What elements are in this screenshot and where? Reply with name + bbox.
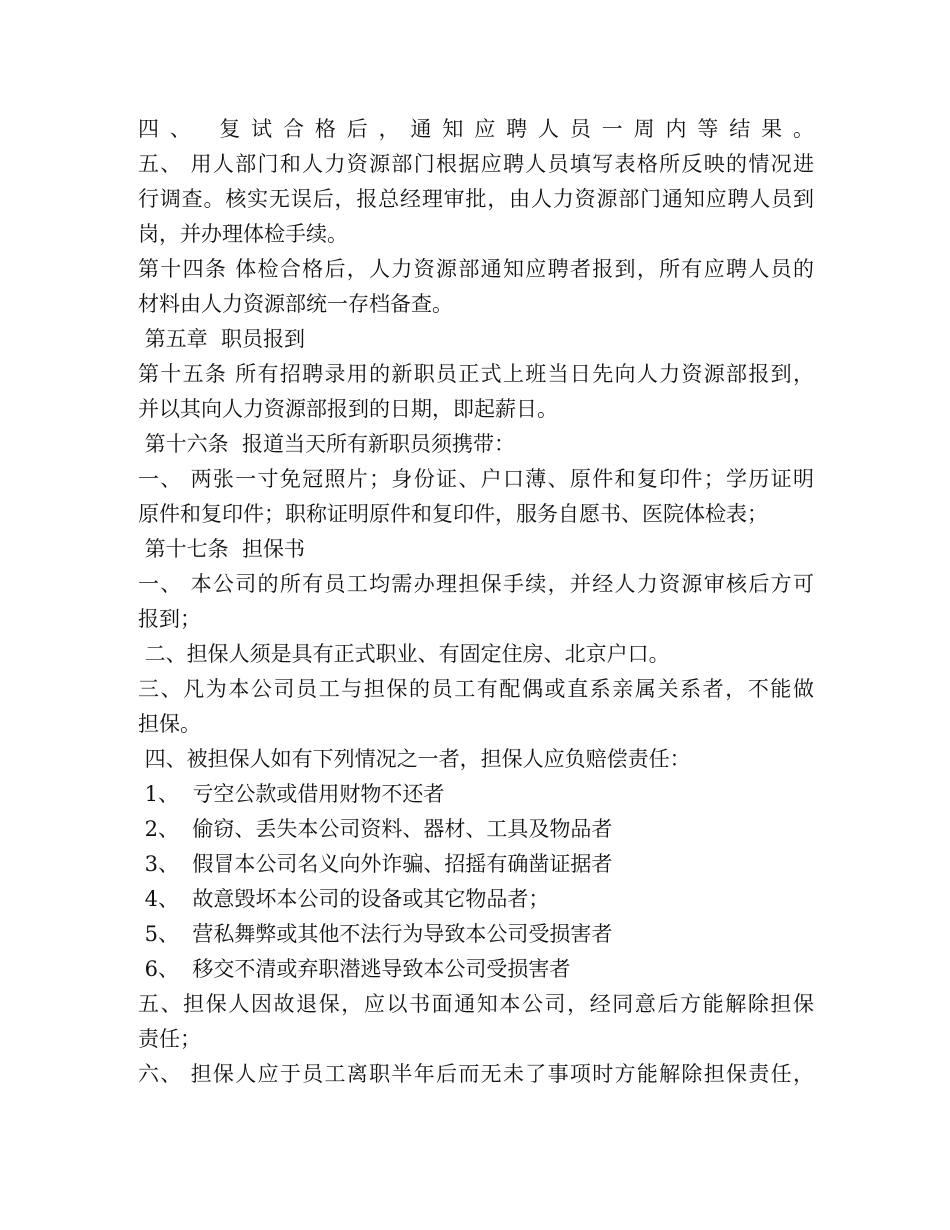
- text-line: 三、凡为本公司员工与担保的员工有配偶或直系亲属关系者，不能做: [138, 677, 814, 701]
- document-page: [138, 112, 814, 1092]
- text-line: 一、 本公司的所有员工均需办理担保手续，并经人力资源审核后方可: [138, 572, 814, 596]
- list-item: 3、 假冒本公司名义向外诈骗、招摇有确凿证据者: [138, 852, 613, 876]
- list-item: 2、 偷窃、丢失本公司资料、器材、工具及物品者: [138, 817, 613, 841]
- text-line: 二、担保人须是具有正式职业、有固定住房、北京户口。: [138, 642, 670, 666]
- text-line: 原件和复印件；职称证明原件和复印件，服务自愿书、医院体检表；: [138, 502, 768, 526]
- list-item: 1、 亏空公款或借用财物不还者: [138, 782, 445, 806]
- text-line: 第十四条 体检合格后，人力资源部通知应聘者报到，所有应聘人员的: [138, 257, 814, 281]
- text-line: 一、 两张一寸免冠照片；身份证、户口薄、原件和复印件；学历证明: [138, 467, 814, 491]
- chapter-heading: 第五章 职员报到: [138, 327, 306, 351]
- text-line: 行调查。核实无误后，报总经理审批，由人力资源部门通知应聘人员到: [138, 187, 814, 211]
- text-line: 六、 担保人应于员工离职半年后而无未了事项时方能解除担保责任，: [138, 1062, 814, 1086]
- text-line: 第十五条 所有招聘录用的新职员正式上班当日先向人力资源部报到，: [138, 362, 814, 386]
- list-item: 4、 故意毁坏本公司的设备或其它物品者；: [138, 887, 550, 911]
- text-line: 岗，并办理体检手续。: [138, 222, 348, 246]
- text-line: 五、 用人部门和人力资源部门根据应聘人员填写表格所反映的情况进: [138, 152, 814, 176]
- text-line: 四、 复试合格后，通知应聘人员一周内等结果。: [138, 117, 814, 141]
- text-line: 材料由人力资源部统一存档备查。: [138, 292, 453, 316]
- text-line: 并以其向人力资源部报到的日期，即起薪日。: [138, 397, 558, 421]
- list-item: 6、 移交不清或弃职潜逃导致本公司受损害者: [138, 957, 571, 981]
- text-line: 责任；: [138, 1027, 201, 1051]
- article-heading: 第十七条 担保书: [138, 537, 306, 561]
- text-line: 四、被担保人如有下列情况之一者，担保人应负赔偿责任：: [138, 747, 691, 771]
- list-item: 5、 营私舞弊或其他不法行为导致本公司受损害者: [138, 922, 613, 946]
- text-line: 第十六条 报道当天所有新职员须携带：: [138, 432, 516, 456]
- text-line: 报到；: [138, 607, 201, 631]
- text-line: 担保。: [138, 712, 201, 736]
- text-line: 五、担保人因故退保，应以书面通知本公司，经同意后方能解除担保: [138, 992, 814, 1016]
